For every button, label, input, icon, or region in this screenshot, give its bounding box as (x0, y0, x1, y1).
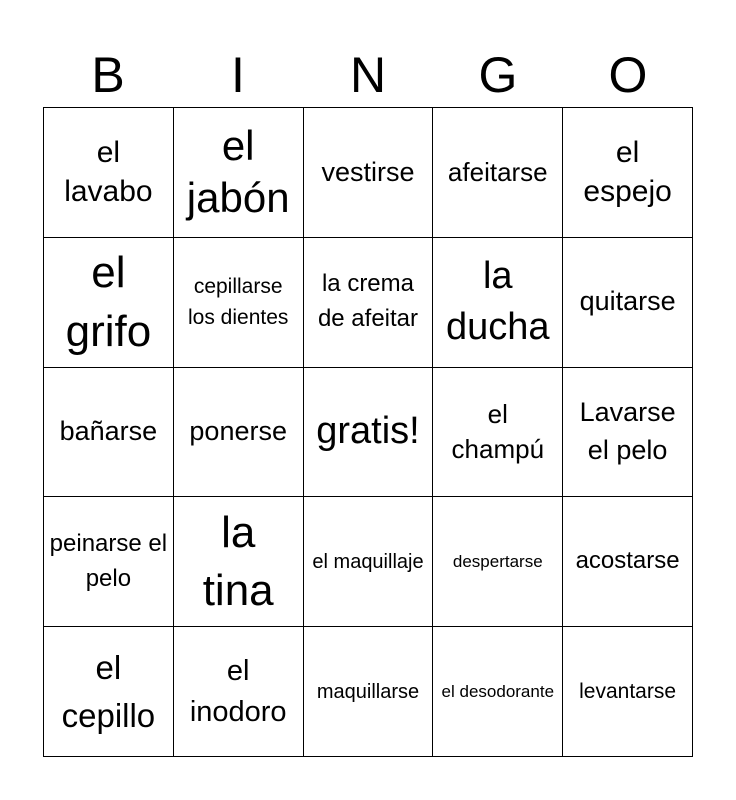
bingo-cell[interactable] (44, 497, 174, 627)
cell-text: el jabón (186, 121, 290, 222)
cell-text: levantarse (579, 679, 677, 703)
header-letter-i: I (231, 47, 245, 103)
bingo-cell[interactable] (44, 108, 174, 238)
cell-text: Lavarse el pelo (579, 397, 676, 465)
cell-text: la tina (202, 507, 274, 615)
bingo-cell[interactable] (563, 627, 693, 757)
bingo-cell[interactable] (174, 497, 304, 627)
cell-text: el desodorante (441, 681, 555, 701)
free-space-cell[interactable] (304, 368, 434, 498)
bingo-header (43, 44, 693, 106)
bingo-cell[interactable] (433, 627, 563, 757)
cell-text: gratis! (316, 410, 420, 453)
header-letter-n: N (349, 47, 387, 103)
cell-text: maquillarse (316, 680, 420, 703)
cell-text: el lavabo (64, 136, 153, 209)
bingo-cell[interactable] (44, 627, 174, 757)
cell-text: el inodoro (189, 655, 287, 728)
cell-text: la ducha (446, 254, 550, 349)
bingo-cell[interactable] (44, 368, 174, 498)
cell-text: peinarse el pelo (49, 529, 168, 592)
cell-text: vestirse (321, 156, 415, 187)
bingo-cell[interactable] (563, 108, 693, 238)
bingo-cell[interactable] (433, 368, 563, 498)
cell-text: acostarse (575, 547, 680, 575)
bingo-cell[interactable] (563, 238, 693, 368)
bingo-board (43, 107, 693, 757)
header-letter-o: O (608, 47, 648, 103)
cell-text: cepillarse los dientes (187, 274, 289, 330)
bingo-cell[interactable] (433, 108, 563, 238)
bingo-cell[interactable] (304, 497, 434, 627)
cell-text: la crema de afeitar (317, 270, 419, 333)
bingo-cell[interactable] (304, 627, 434, 757)
cell-text: afeitarse (447, 156, 548, 187)
header-letter-g: G (478, 47, 518, 103)
cell-text: el maquillaje (312, 550, 424, 573)
bingo-cell[interactable] (174, 238, 304, 368)
bingo-cell[interactable] (174, 627, 304, 757)
cell-text: el champú (451, 398, 545, 464)
bingo-cell[interactable] (563, 497, 693, 627)
cell-text: el cepillo (61, 648, 156, 734)
cell-text: el grifo (65, 247, 152, 357)
bingo-cell[interactable] (174, 108, 304, 238)
header-letter-b: B (91, 47, 125, 103)
cell-text: el espejo (583, 136, 672, 209)
bingo-cell[interactable] (433, 497, 563, 627)
bingo-cell[interactable] (174, 368, 304, 498)
cell-text: bañarse (59, 416, 158, 447)
cell-text: despertarse (452, 551, 543, 571)
bingo-cell[interactable] (44, 238, 174, 368)
bingo-cell[interactable] (563, 368, 693, 498)
bingo-cell[interactable] (304, 108, 434, 238)
bingo-cell[interactable] (433, 238, 563, 368)
bingo-cell[interactable] (304, 238, 434, 368)
cell-text: ponerse (189, 416, 287, 447)
cell-text: quitarse (579, 286, 676, 317)
